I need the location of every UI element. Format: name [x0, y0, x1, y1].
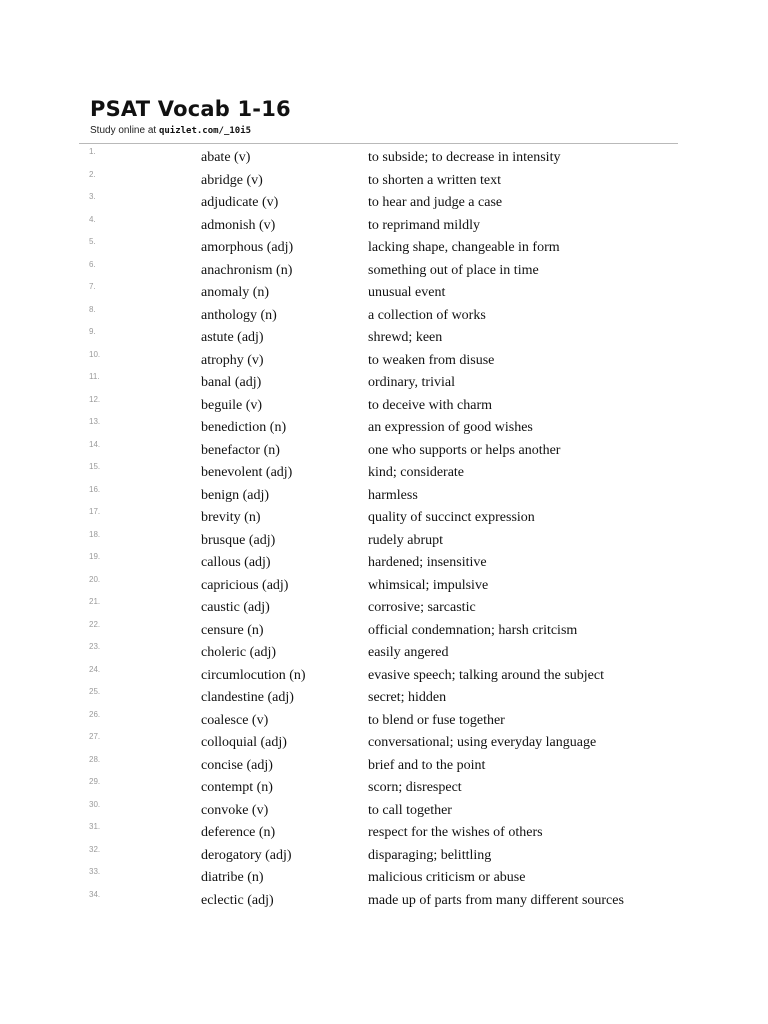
vocab-definition: to call together: [368, 802, 452, 818]
vocab-term: brusque (adj): [201, 532, 276, 548]
row-number: 27.: [89, 732, 101, 741]
row-number: 10.: [89, 349, 101, 359]
vocab-row: [0, 191, 768, 214]
vocab-term: abridge (v): [201, 172, 263, 188]
vocab-definition: lacking shape, changeable in form: [368, 240, 560, 255]
row-number: 17.: [89, 507, 101, 516]
vocab-row: [0, 619, 768, 642]
vocab-definition: whimsical; impulsive: [368, 577, 489, 593]
row-number: 33.: [89, 867, 101, 876]
vocab-row: [0, 259, 768, 282]
vocab-row: [0, 686, 768, 709]
vocab-row: [0, 169, 768, 192]
vocab-row: [0, 574, 768, 597]
vocab-row: [0, 304, 768, 327]
vocab-definition: malicious criticism or abuse: [368, 870, 526, 885]
vocab-term: callous (adj): [201, 555, 271, 570]
vocab-term: contempt (n): [201, 780, 273, 795]
row-number: 23.: [89, 642, 101, 651]
vocab-row: [0, 461, 768, 484]
vocab-term: benign (adj): [201, 487, 270, 503]
vocab-definition: unusual event: [368, 285, 446, 300]
vocab-definition: scorn; disrespect: [368, 780, 462, 795]
row-number: 13.: [89, 417, 101, 426]
vocab-row: [0, 146, 768, 169]
vocab-row: [0, 889, 768, 912]
row-number: 9.: [89, 327, 96, 336]
vocab-term: admonish (v): [201, 217, 276, 233]
vocab-definition: a collection of works: [368, 307, 486, 323]
row-number: 26.: [89, 709, 101, 719]
vocab-term: concise (adj): [201, 757, 273, 773]
study-online-line: [90, 124, 251, 138]
vocab-row: [0, 731, 768, 754]
row-number: 15.: [89, 462, 101, 471]
vocab-row: [0, 371, 768, 394]
row-number: 1.: [89, 147, 96, 156]
row-number: 34.: [89, 889, 101, 899]
vocab-definition: to shorten a written text: [368, 172, 501, 188]
vocab-term: censure (n): [201, 622, 264, 638]
vocab-term: coalesce (v): [201, 712, 269, 728]
row-number: 11.: [89, 372, 100, 381]
row-number: 32.: [89, 844, 101, 854]
row-number: 12.: [89, 394, 101, 404]
row-number: 22.: [89, 619, 101, 629]
vocab-term: caustic (adj): [201, 600, 270, 615]
vocab-definition: to deceive with charm: [368, 397, 493, 413]
vocab-definition: evasive speech; talking around the subject: [368, 667, 604, 683]
study-online-link[interactable]: quizlet.com/_10i5: [158, 126, 252, 136]
vocab-term: banal (adj): [201, 375, 262, 390]
row-number: 19.: [89, 552, 101, 561]
vocab-row: [0, 844, 768, 867]
vocab-definition: kind; considerate: [368, 465, 465, 480]
study-online-label: Study online at: [90, 125, 159, 136]
vocab-term: convoke (v): [201, 802, 269, 818]
vocab-definition: corrosive; sarcastic: [368, 600, 476, 615]
vocab-term: choleric (adj): [201, 645, 277, 660]
vocab-definition: secret; hidden: [368, 690, 447, 705]
vocab-row: [0, 776, 768, 799]
row-number: 24.: [89, 664, 101, 674]
vocab-term: colloquial (adj): [201, 735, 287, 750]
vocab-definition: to subside; to decrease in intensity: [368, 150, 561, 165]
vocab-term: clandestine (adj): [201, 690, 294, 705]
vocab-row: [0, 416, 768, 439]
vocab-row: [0, 439, 768, 462]
vocab-term: atrophy (v): [201, 352, 264, 368]
row-number: 30.: [89, 799, 101, 809]
vocab-definition: to reprimand mildly: [368, 217, 480, 233]
vocab-row: [0, 754, 768, 777]
vocab-term: astute (adj): [201, 330, 264, 345]
vocab-definition: an expression of good wishes: [368, 420, 533, 435]
vocab-row: [0, 349, 768, 372]
vocab-row: [0, 214, 768, 237]
row-number: 29.: [89, 777, 101, 786]
vocab-term: capricious (adj): [201, 577, 289, 593]
row-number: 16.: [89, 484, 101, 494]
row-number: 5.: [89, 237, 96, 246]
row-number: 2.: [89, 169, 96, 179]
vocab-row: [0, 866, 768, 889]
vocab-row: [0, 326, 768, 349]
vocab-definition: disparaging; belittling: [368, 847, 492, 863]
vocab-definition: harmless: [368, 487, 418, 503]
vocab-row: [0, 821, 768, 844]
vocab-row: [0, 394, 768, 417]
vocab-definition: rudely abrupt: [368, 532, 444, 548]
vocab-term: brevity (n): [201, 510, 261, 525]
vocab-row: [0, 664, 768, 687]
row-number: 31.: [89, 822, 101, 831]
vocab-definition: to weaken from disuse: [368, 352, 495, 368]
vocab-term: circumlocution (n): [201, 667, 306, 683]
vocab-term: eclectic (adj): [201, 892, 274, 908]
vocab-term: diatribe (n): [201, 870, 264, 885]
vocab-row: [0, 596, 768, 619]
vocab-row: [0, 281, 768, 304]
vocab-term: anomaly (n): [201, 285, 270, 300]
row-number: 28.: [89, 754, 101, 764]
vocab-definition: brief and to the point: [368, 757, 486, 773]
vocab-definition: respect for the wishes of others: [368, 825, 543, 840]
vocab-definition: one who supports or helps another: [368, 442, 561, 458]
row-number: 21.: [89, 597, 101, 606]
vocab-term: anachronism (n): [201, 262, 293, 278]
vocab-definition: hardened; insensitive: [368, 555, 487, 570]
vocab-definition: to hear and judge a case: [368, 195, 503, 210]
vocab-term: amorphous (adj): [201, 240, 294, 255]
vocab-row: [0, 484, 768, 507]
row-number: 18.: [89, 529, 101, 539]
vocab-definition: something out of place in time: [368, 262, 539, 278]
header-divider: [79, 143, 678, 144]
vocab-definition: shrewd; keen: [368, 330, 443, 345]
vocab-definition: quality of succinct expression: [368, 510, 535, 525]
vocab-definition: made up of parts from many different sources: [368, 892, 624, 908]
row-number: 6.: [89, 259, 96, 269]
vocab-definition: conversational; using everyday language: [368, 735, 597, 750]
row-number: 25.: [89, 687, 101, 696]
vocab-row: [0, 641, 768, 664]
vocab-list: [0, 146, 768, 911]
page-title: PSAT Vocab 1-16: [90, 97, 291, 121]
row-number: 3.: [89, 192, 96, 201]
vocab-term: benefactor (n): [201, 442, 280, 458]
vocab-row: [0, 709, 768, 732]
row-number: 20.: [89, 574, 101, 584]
vocab-definition: easily angered: [368, 645, 449, 660]
row-number: 7.: [89, 282, 96, 291]
vocab-definition: ordinary, trivial: [368, 375, 455, 390]
vocab-term: benevolent (adj): [201, 465, 293, 480]
vocab-term: abate (v): [201, 150, 251, 165]
vocab-row: [0, 551, 768, 574]
row-number: 14.: [89, 439, 101, 449]
vocab-row: [0, 529, 768, 552]
vocab-definition: to blend or fuse together: [368, 712, 505, 728]
vocab-term: beguile (v): [201, 397, 263, 413]
vocab-definition: official condemnation; harsh critcism: [368, 622, 578, 638]
vocab-term: deference (n): [201, 825, 276, 840]
vocab-row: [0, 799, 768, 822]
vocab-row: [0, 506, 768, 529]
vocab-term: derogatory (adj): [201, 847, 292, 863]
vocab-term: adjudicate (v): [201, 195, 279, 210]
row-number: 4.: [89, 214, 96, 224]
vocab-term: anthology (n): [201, 307, 277, 323]
vocab-row: [0, 236, 768, 259]
vocab-term: benediction (n): [201, 420, 287, 435]
row-number: 8.: [89, 304, 96, 314]
